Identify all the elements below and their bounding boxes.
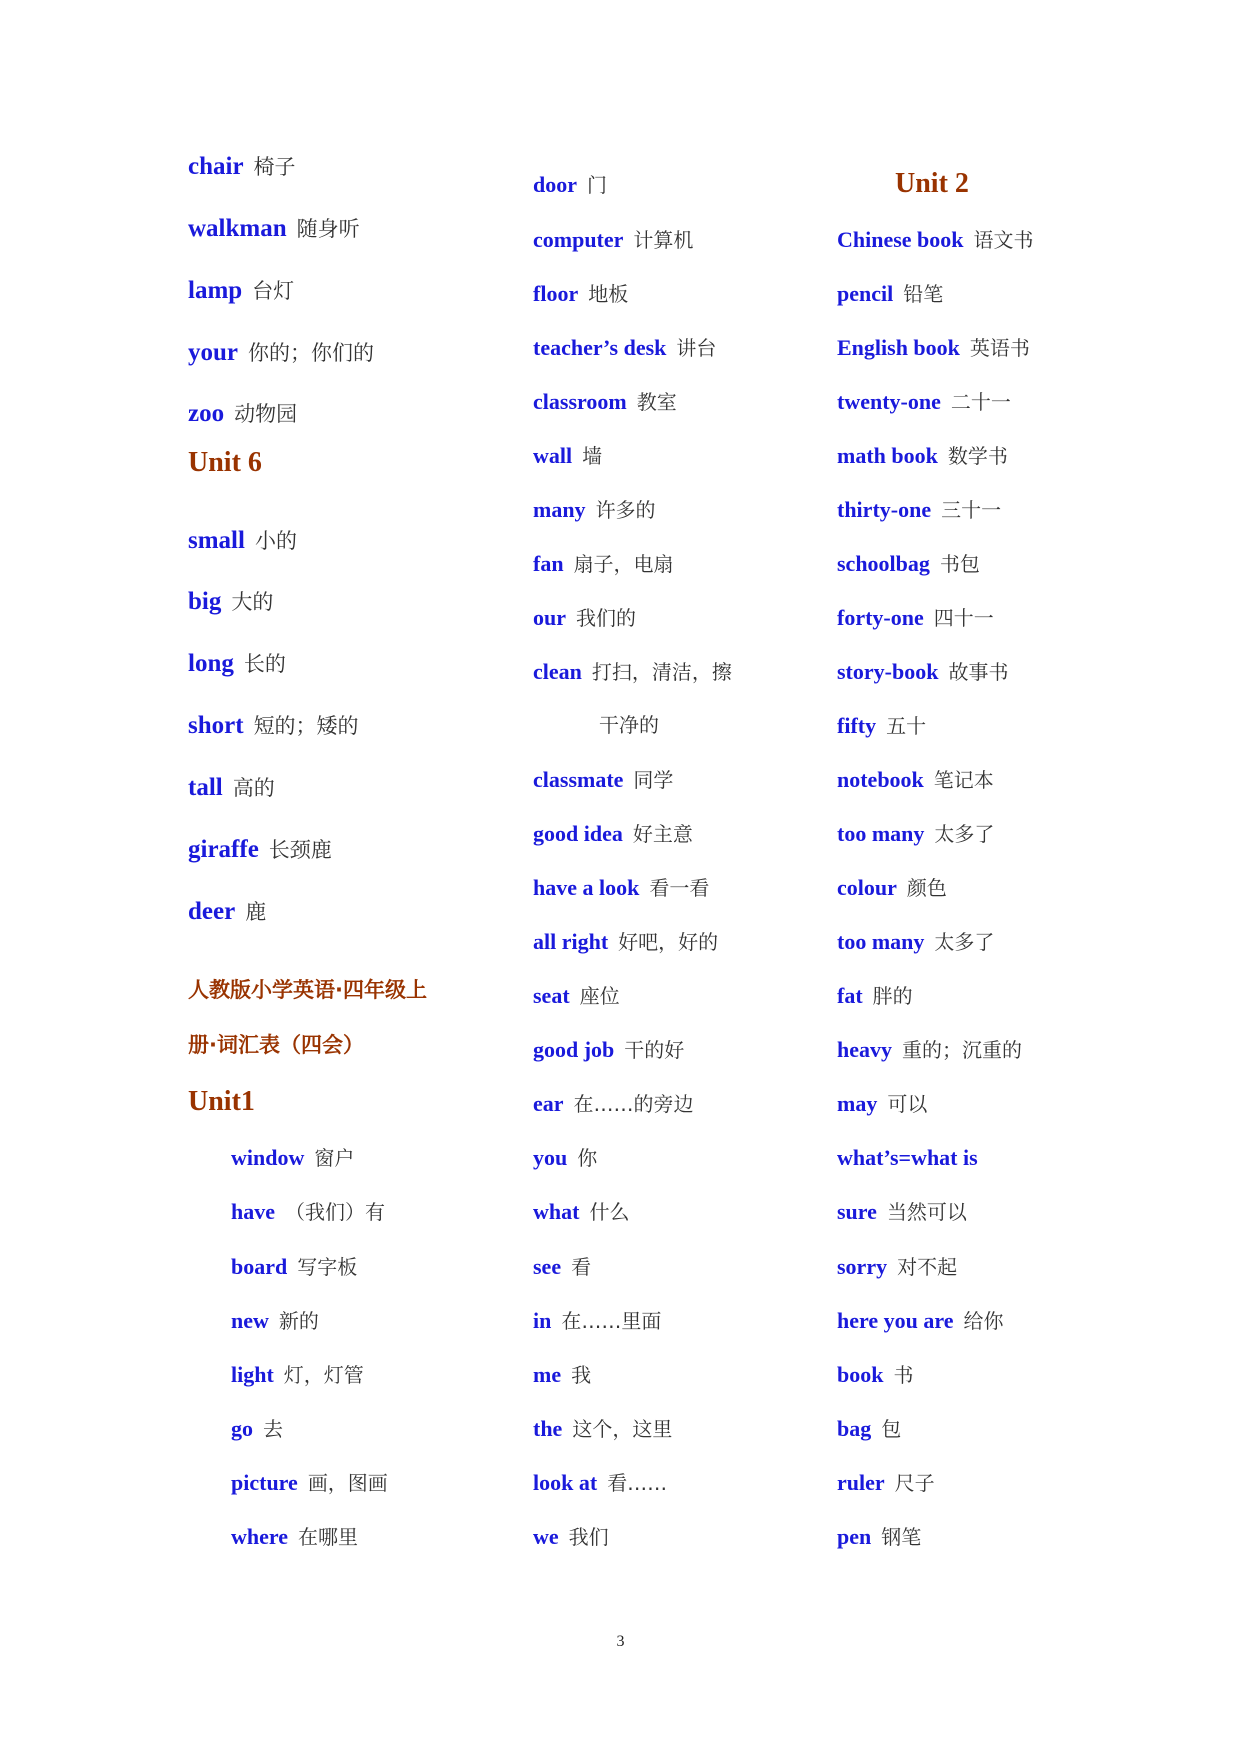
vocab-entry (533, 283, 628, 305)
english-word: English book (837, 335, 960, 360)
english-word: walkman (188, 215, 287, 242)
vocab-entry (837, 337, 1030, 359)
english-word: ear (533, 1091, 564, 1116)
vocab-entry (837, 1256, 957, 1278)
chinese-meaning: 胖的 (872, 984, 913, 1008)
vocab-entry (837, 1364, 913, 1386)
chinese-meaning: 高的 (232, 776, 275, 800)
chinese-meaning: 四十一 (933, 606, 994, 630)
chinese-meaning: 看 (571, 1255, 592, 1279)
english-word: clean (533, 659, 582, 684)
english-word: chair (188, 153, 244, 180)
chinese-meaning: 写字板 (297, 1255, 358, 1279)
english-word: heavy (837, 1037, 892, 1062)
chinese-meaning: 打扫，清洁，擦 (591, 660, 732, 684)
vocab-entry (837, 283, 943, 305)
english-word: our (533, 605, 566, 630)
english-word: the (533, 1416, 563, 1441)
english-word: me (533, 1362, 562, 1387)
english-word: pen (837, 1524, 872, 1549)
english-word: story-book (837, 659, 939, 684)
chinese-meaning: 在……里面 (561, 1309, 662, 1333)
vocab-entry (533, 174, 607, 196)
vocab-entry (837, 877, 947, 899)
chinese-meaning: 随身听 (296, 217, 360, 241)
vocab-entry (231, 1147, 354, 1169)
vocab-entry (188, 589, 273, 614)
english-word: giraffe (188, 836, 259, 863)
meaning-continuation: 干净的 (599, 713, 659, 737)
vocab-entry (533, 877, 709, 899)
vocab-entry (533, 661, 732, 683)
english-word: may (837, 1091, 878, 1116)
vocab-entry (533, 985, 620, 1007)
english-word: door (533, 172, 577, 197)
chinese-meaning: 计算机 (633, 228, 694, 252)
chinese-meaning: 语文书 (973, 228, 1034, 252)
english-word: small (188, 527, 245, 554)
english-word: fan (533, 551, 564, 576)
vocab-entry (533, 553, 674, 575)
english-word: long (188, 650, 234, 677)
chinese-meaning: 笔记本 (933, 768, 994, 792)
vocab-entry (533, 1364, 591, 1386)
chinese-meaning: 可以 (887, 1092, 928, 1116)
english-word: math book (837, 443, 938, 468)
vocab-entry (837, 499, 1001, 521)
vocab-entry (533, 391, 677, 413)
chinese-meaning: 当然可以 (886, 1200, 967, 1224)
chinese-meaning: 看…… (607, 1471, 668, 1495)
chinese-meaning: 在……的旁边 (573, 1092, 694, 1116)
english-word: here you are (837, 1308, 954, 1333)
vocab-entry (533, 1201, 629, 1223)
chinese-meaning: 颜色 (906, 876, 947, 900)
chinese-meaning: 太多了 (934, 930, 995, 954)
english-word: colour (837, 875, 897, 900)
chinese-meaning: 钢笔 (881, 1525, 922, 1549)
chinese-meaning: 我们的 (576, 606, 636, 630)
chinese-meaning: 小的 (254, 529, 297, 553)
vocab-entry (533, 607, 636, 629)
english-word: in (533, 1308, 552, 1333)
english-word: sure (837, 1199, 877, 1224)
unit-heading: Unit1 (188, 1086, 255, 1117)
chinese-meaning: 故事书 (948, 660, 1009, 684)
vocab-entry (188, 340, 374, 365)
vocab-entry (533, 1256, 591, 1278)
english-word: good idea (533, 821, 623, 846)
chinese-meaning: 我们 (568, 1525, 609, 1549)
english-word: tall (188, 774, 223, 801)
english-word: too many (837, 821, 925, 846)
chinese-meaning: 尺子 (894, 1471, 935, 1495)
english-word: we (533, 1524, 559, 1549)
english-word: ruler (837, 1470, 885, 1495)
chinese-meaning: 书 (893, 1363, 914, 1387)
vocab-entry (837, 607, 994, 629)
vocab-entry (837, 931, 994, 953)
chinese-meaning: 动物园 (234, 402, 298, 426)
vocab-entry (231, 1526, 358, 1548)
vocab-entry (837, 1039, 1022, 1061)
vocab-entry (533, 1472, 667, 1494)
vocab-entry (188, 401, 297, 426)
vocab-entry (188, 528, 297, 553)
chinese-meaning: 画，图画 (307, 1471, 388, 1495)
vocab-entry (231, 1364, 364, 1386)
chinese-meaning: 鹿 (245, 900, 267, 924)
chinese-meaning: 好主意 (632, 822, 693, 846)
chinese-meaning: 墙 (582, 444, 603, 468)
chinese-meaning: 数学书 (947, 444, 1008, 468)
vocab-entry (837, 769, 994, 791)
document-title-line-2: 册·词汇表（四会） (188, 1033, 364, 1057)
english-word: too many (837, 929, 925, 954)
document-title-line-1: 人教版小学英语·四年级上 (188, 978, 427, 1002)
chinese-meaning: （我们）有 (285, 1200, 385, 1224)
english-word: you (533, 1145, 568, 1170)
vocab-entry (231, 1201, 385, 1223)
chinese-meaning: 我 (571, 1363, 592, 1387)
english-word: schoolbag (837, 551, 930, 576)
english-word: have a look (533, 875, 640, 900)
vocab-entry (188, 775, 275, 800)
chinese-meaning: 看一看 (649, 876, 710, 900)
chinese-meaning: 长颈鹿 (268, 838, 332, 862)
chinese-meaning: 教室 (636, 390, 677, 414)
english-word: light (231, 1362, 274, 1387)
english-word: fifty (837, 713, 877, 738)
chinese-meaning: 同学 (633, 768, 674, 792)
vocab-entry (837, 391, 1011, 413)
vocab-entry (533, 499, 656, 521)
chinese-meaning: 去 (263, 1417, 283, 1441)
vocab-entry (533, 1093, 694, 1115)
chinese-meaning: 你的；你们的 (248, 341, 374, 365)
chinese-meaning: 座位 (579, 984, 620, 1008)
chinese-meaning: 好吧，好的 (618, 930, 719, 954)
chinese-meaning: 新的 (278, 1309, 319, 1333)
chinese-meaning: 三十一 (941, 498, 1002, 522)
chinese-meaning: 你 (577, 1146, 598, 1170)
vocab-entry (231, 1310, 319, 1332)
vocab-entry (533, 823, 693, 845)
english-word: good job (533, 1037, 615, 1062)
english-word: bag (837, 1416, 872, 1441)
chinese-meaning: 太多了 (934, 822, 995, 846)
english-word: have (231, 1199, 275, 1224)
english-word: board (231, 1254, 288, 1279)
chinese-meaning: 什么 (589, 1200, 630, 1224)
vocab-entry (533, 229, 693, 251)
english-word: new (231, 1308, 269, 1333)
chinese-meaning: 二十一 (950, 390, 1011, 414)
english-word: see (533, 1254, 562, 1279)
chinese-meaning: 这个，这里 (572, 1417, 673, 1441)
vocab-entry (188, 278, 294, 303)
english-word: twenty-one (837, 389, 941, 414)
chinese-meaning: 门 (587, 173, 607, 197)
vocab-entry (837, 823, 994, 845)
vocab-entry (837, 1147, 988, 1169)
vocab-entry (188, 216, 360, 241)
chinese-meaning: 灯，灯管 (283, 1363, 364, 1387)
chinese-meaning: 干的好 (624, 1038, 685, 1062)
page-number: 3 (616, 1633, 625, 1650)
english-word: what (533, 1199, 580, 1224)
english-word: floor (533, 281, 579, 306)
chinese-meaning: 椅子 (253, 155, 296, 179)
vocab-entry (533, 445, 602, 467)
chinese-meaning: 地板 (588, 282, 629, 306)
english-word: classroom (533, 389, 627, 414)
english-word: seat (533, 983, 570, 1008)
chinese-meaning: 窗户 (314, 1146, 355, 1170)
english-word: your (188, 339, 238, 366)
english-word: sorry (837, 1254, 888, 1279)
vocab-entry (837, 553, 980, 575)
english-word: where (231, 1524, 289, 1549)
vocab-entry (837, 661, 1008, 683)
vocab-entry (188, 713, 359, 738)
english-word: look at (533, 1470, 598, 1495)
english-word: big (188, 588, 222, 615)
vocab-entry (533, 1310, 661, 1332)
english-word: deer (188, 898, 236, 925)
chinese-meaning: 扇子，电扇 (573, 552, 674, 576)
vocab-entry (533, 337, 716, 359)
vocab-entry (837, 1526, 921, 1548)
vocab-entry (231, 1472, 388, 1494)
chinese-meaning: 对不起 (897, 1255, 958, 1279)
vocab-entry (837, 1418, 901, 1440)
chinese-meaning: 铅笔 (903, 282, 944, 306)
vocab-entry (533, 769, 673, 791)
english-word: pencil (837, 281, 894, 306)
english-word: computer (533, 227, 624, 252)
vocab-entry (533, 931, 718, 953)
english-word: notebook (837, 767, 924, 792)
vocab-entry (837, 1093, 927, 1115)
vocab-entry (533, 1039, 684, 1061)
vocab-entry (837, 1201, 967, 1223)
english-word: many (533, 497, 586, 522)
english-word: forty-one (837, 605, 924, 630)
english-word: window (231, 1145, 305, 1170)
chinese-meaning: 讲台 (676, 336, 717, 360)
unit-heading: Unit 2 (895, 168, 969, 199)
chinese-meaning: 许多的 (595, 498, 656, 522)
vocab-entry (837, 1310, 1004, 1332)
chinese-meaning: 大的 (231, 590, 274, 614)
chinese-meaning: 给你 (963, 1309, 1004, 1333)
chinese-meaning: 重的；沉重的 (902, 1038, 1022, 1062)
vocab-entry (188, 899, 266, 924)
english-word: picture (231, 1470, 298, 1495)
english-word: go (231, 1416, 253, 1441)
vocab-entry (837, 715, 926, 737)
english-word: fat (837, 983, 863, 1008)
vocab-entry (188, 651, 286, 676)
english-word: teacher’s desk (533, 335, 667, 360)
chinese-meaning: 英语书 (969, 336, 1030, 360)
vocab-entry (231, 1418, 283, 1440)
vocab-entry (188, 837, 332, 862)
chinese-meaning: 长的 (243, 652, 286, 676)
english-word: wall (533, 443, 573, 468)
vocab-entry (837, 1472, 935, 1494)
chinese-meaning: 包 (881, 1417, 902, 1441)
vocab-entry (837, 985, 913, 1007)
unit-heading: Unit 6 (188, 447, 262, 478)
english-word: Chinese book (837, 227, 964, 252)
vocab-entry (188, 154, 296, 179)
chinese-meaning: 台灯 (252, 279, 295, 303)
vocab-entry (837, 229, 1034, 251)
english-word: zoo (188, 400, 225, 427)
chinese-meaning: 书包 (939, 552, 980, 576)
english-word: book (837, 1362, 884, 1387)
chinese-meaning: 在哪里 (298, 1525, 359, 1549)
vocab-entry (231, 1256, 357, 1278)
english-word: all right (533, 929, 609, 954)
vocab-entry (533, 1418, 672, 1440)
english-word: classmate (533, 767, 624, 792)
english-word: lamp (188, 277, 243, 304)
chinese-meaning: 五十 (886, 714, 927, 738)
english-word: thirty-one (837, 497, 932, 522)
chinese-meaning: 短的；矮的 (253, 714, 359, 738)
vocab-entry (533, 1147, 597, 1169)
english-word: short (188, 712, 244, 739)
vocab-entry (837, 445, 1008, 467)
english-word: what’s=what is (837, 1145, 978, 1170)
vocab-entry (533, 1526, 609, 1548)
